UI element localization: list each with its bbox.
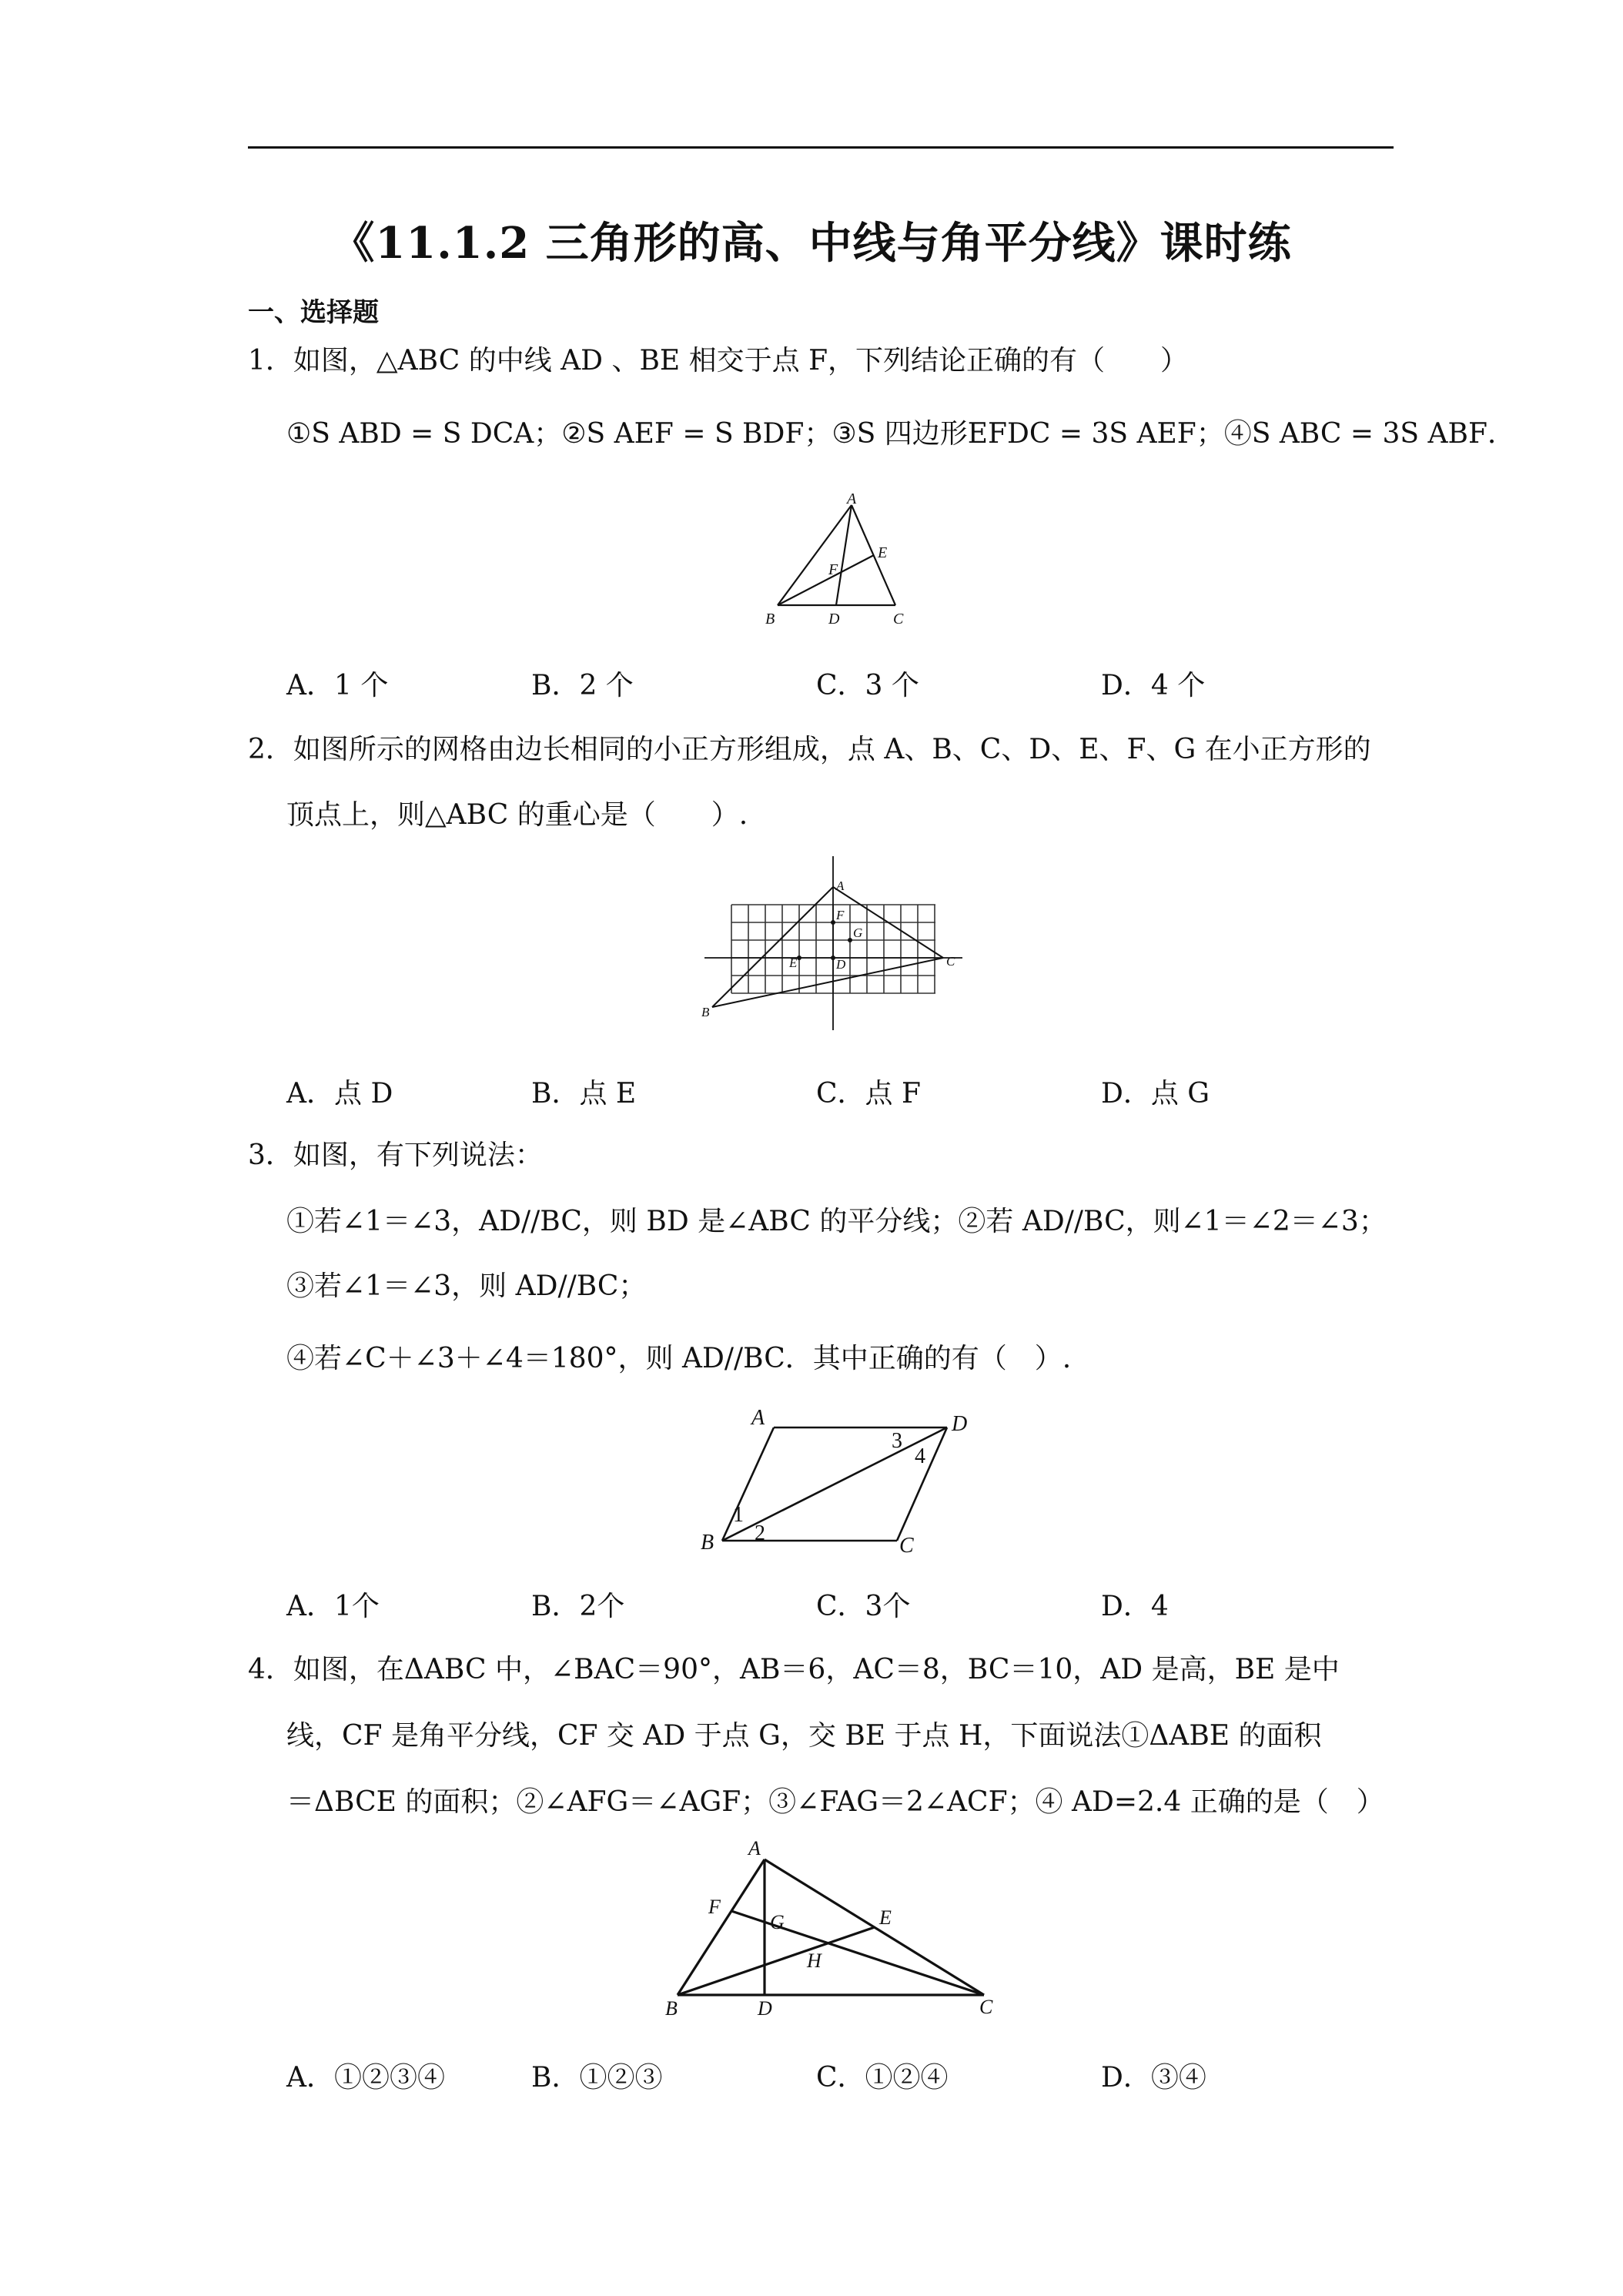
q3-statement-1-2: ①若∠1＝∠3，AD//BC，则 BD 是∠ABC 的平分线；②若 AD//BC，则∠1＝∠2＝∠3； xyxy=(286,1206,1387,1237)
q1-label-f: F xyxy=(828,561,838,578)
q1-median-ad xyxy=(836,505,852,605)
q2-label-f: F xyxy=(836,908,845,922)
q2-label-c: C xyxy=(946,954,955,969)
section-heading: 一、选择题 xyxy=(248,297,379,328)
q2-label-b: B xyxy=(701,1005,710,1019)
q3-option-b[interactable]: B．2个 xyxy=(531,1591,625,1622)
q1-median-be xyxy=(778,555,874,605)
q4-option-c[interactable]: C．①②④ xyxy=(816,2062,949,2094)
q3-label-b: B xyxy=(701,1531,714,1555)
q4-label-h: H xyxy=(807,1950,822,1972)
q2-grid-figure xyxy=(697,855,982,1032)
q3-label-2: 2 xyxy=(755,1521,765,1545)
q1-side-ab xyxy=(778,505,852,605)
q3-side-ab xyxy=(722,1427,774,1541)
q2-point-f xyxy=(831,920,835,925)
q4-stem-line2: 线，CF 是角平分线，CF 交 AD 于点 G，交 BE 于点 H，下面说法①ΔABE 的面积 xyxy=(286,1720,1322,1752)
q2-option-b[interactable]: B．点 E xyxy=(531,1078,637,1110)
q4-label-e: E xyxy=(879,1906,892,1929)
q4-median-be xyxy=(678,1927,875,1995)
q1-label-a: A xyxy=(847,493,857,507)
q3-option-c[interactable]: C．3个 xyxy=(816,1591,911,1622)
q2-option-a[interactable]: A．点 D xyxy=(286,1078,393,1110)
q1-option-b[interactable]: B．2 个 xyxy=(531,670,634,701)
q2-label-d: D xyxy=(836,957,846,972)
q1-option-c[interactable]: C．3 个 xyxy=(816,670,919,701)
q1-option-a[interactable]: A．1 个 xyxy=(286,670,389,701)
q3-label-1: 1 xyxy=(733,1503,744,1527)
q2-side-bc xyxy=(712,958,943,1007)
q1-label-b: B xyxy=(765,611,775,628)
q1-label-c: C xyxy=(893,611,904,628)
q3-statement-4: ④若∠C＋∠3＋∠4＝180°，则 AD//BC．其中正确的有（ ）. xyxy=(286,1343,1072,1374)
q4-option-d[interactable]: D．③④ xyxy=(1101,2062,1206,2094)
q1-statements: ①S ABD = S DCA；②S AEF = S BDF；③S 四边形EFDC = 3S AEF；④S ABC = 3S ABF． xyxy=(286,418,1515,450)
q4-stem-line1: 4．如图，在ΔABC 中，∠BAC＝90°，AB＝6，AC＝8，BC＝10，AD 是高，BE 是中 xyxy=(248,1654,1340,1685)
q4-label-f: F xyxy=(708,1896,721,1918)
q2-stem-line1: 2．如图所示的网格由边长相同的小正方形组成，点 A、B、C、D、E、F、G 在小正方形的 xyxy=(248,734,1371,765)
q4-label-d: D xyxy=(758,1997,772,2020)
q1-label-d: D xyxy=(828,611,840,628)
q3-label-c: C xyxy=(899,1534,914,1555)
q3-option-d[interactable]: D．4 xyxy=(1101,1591,1169,1622)
q1-stem: 1．如图，△ABC 的中线 AD 、BE 相交于点 F，下列结论正确的有（ ） xyxy=(248,345,1189,377)
q1-label-e: E xyxy=(878,544,888,561)
page-title: 《11.1.2 三角形的高、中线与角平分线》课时练 xyxy=(331,218,1292,269)
q2-point-e xyxy=(797,956,801,960)
q3-label-4: 4 xyxy=(915,1444,925,1468)
q1-option-d[interactable]: D．4 个 xyxy=(1101,670,1206,701)
header-rule xyxy=(248,146,1394,149)
q3-label-d: D xyxy=(952,1412,968,1436)
q2-label-e: E xyxy=(789,956,798,970)
q3-label-3: 3 xyxy=(892,1429,902,1453)
q1-figure xyxy=(755,493,909,631)
q4-side-ab xyxy=(678,1859,765,1995)
q3-figure xyxy=(693,1401,986,1555)
q3-statement-3: ③若∠1＝∠3，则 AD//BC； xyxy=(286,1270,647,1302)
q4-stem-line3: ＝ΔBCE 的面积；②∠AFG＝∠AGF；③∠FAG＝2∠ACF；④ AD=2.4 正确的是（ ） xyxy=(286,1786,1384,1818)
q4-figure xyxy=(654,1829,1009,2029)
q2-option-d[interactable]: D．点 G xyxy=(1101,1078,1210,1110)
q2-point-g xyxy=(848,938,852,942)
q2-option-c[interactable]: C．点 F xyxy=(816,1078,921,1110)
q2-label-g: G xyxy=(853,925,863,940)
q2-label-a: A xyxy=(836,879,845,893)
q4-option-b[interactable]: B．①②③ xyxy=(531,2062,663,2094)
q4-option-a[interactable]: A．①②③④ xyxy=(286,2062,445,2094)
q2-stem-line2: 顶点上，则△ABC 的重心是（ ）. xyxy=(286,799,748,831)
q4-label-c: C xyxy=(979,1996,993,2018)
q4-label-a: A xyxy=(748,1837,761,1859)
q4-label-g: G xyxy=(770,1911,785,1933)
q2-point-d xyxy=(831,956,835,960)
q4-label-b: B xyxy=(665,1997,678,2020)
q3-stem: 3．如图，有下列说法： xyxy=(248,1140,543,1171)
q3-label-a: A xyxy=(751,1406,765,1430)
q3-option-a[interactable]: A．1个 xyxy=(286,1591,380,1622)
